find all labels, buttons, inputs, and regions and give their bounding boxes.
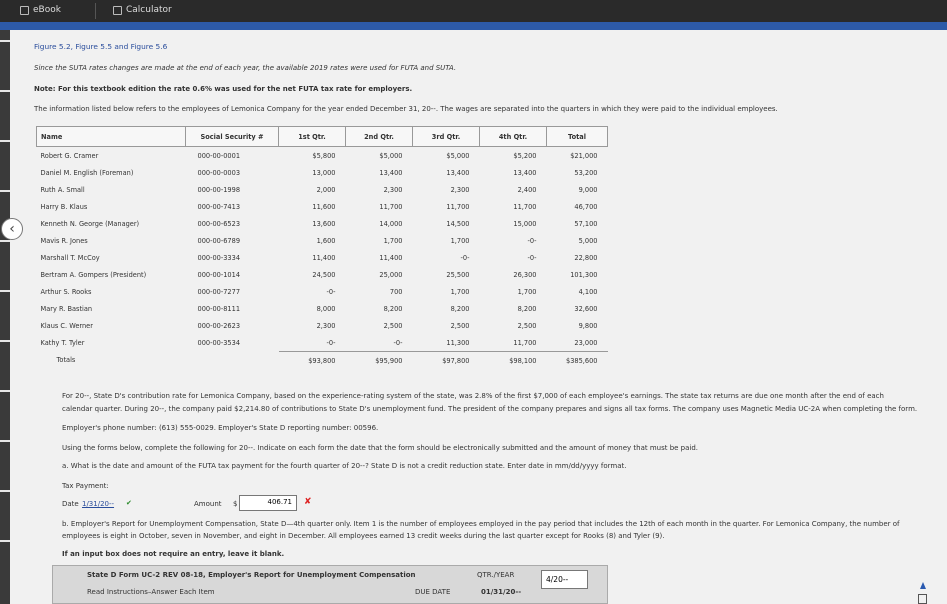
- table-cell: 1,700: [517, 287, 537, 296]
- figure-link[interactable]: Figure 5.2, Figure 5.5 and Figure 5.6: [34, 42, 168, 51]
- col-total: Total: [547, 127, 608, 147]
- table-cell: $5,200: [513, 151, 537, 160]
- table-cell: 25,000: [379, 270, 403, 279]
- table-cell: 000-00-2623: [197, 321, 241, 330]
- paragraph-line-1: For 20--, State D's contribution rate for Lemonica Company, based on the experience-rating system of the state, was 2.8% of the first $7,000 of each employee's earnings. The state tax returns are due one month after the end of each: [62, 392, 884, 400]
- tab-ebook[interactable]: [20, 5, 61, 15]
- table-cell: 11,700: [513, 202, 537, 211]
- table-cell: 9,800: [578, 321, 598, 330]
- using-forms-text: Using the forms below, complete the following for 20--. Indicate on each form the date that the form should be electronically submitted and the amount of money that must be paid.: [62, 444, 699, 452]
- totals-cell: $385,600: [547, 352, 608, 370]
- intro-text: Since the SUTA rates changes are made at the end of each year, the available 2019 rates were used for FUTA and SUTA.: [34, 64, 457, 72]
- table-cell: $5,800: [312, 151, 336, 160]
- table-cell: Daniel M. English (Foreman): [40, 168, 134, 177]
- table-header-row: [37, 127, 608, 147]
- table-cell: -0-: [326, 338, 336, 347]
- question-b-line-2: employees is eight in October, seven in November, and eight in December. All employees earned 13 credit weeks during the last quarter except for Rooks (8) and Tyler (9).: [62, 532, 665, 540]
- col-q1: 1st Qtr.: [279, 127, 346, 147]
- calculator-icon: [113, 6, 122, 15]
- table-cell: Kathy T. Tyler: [40, 338, 85, 347]
- scrollbar-handle[interactable]: [918, 594, 927, 604]
- table-cell: 000-00-6789: [197, 236, 241, 245]
- table-row: [37, 300, 608, 317]
- qtr-year-value: 4/20--: [546, 575, 569, 584]
- table-cell: 000-00-7277: [197, 287, 241, 296]
- table-cell: 11,400: [379, 253, 403, 262]
- table-cell: 5,000: [578, 236, 598, 245]
- col-q4: 4th Qtr.: [480, 127, 547, 147]
- table-row: [37, 164, 608, 181]
- table-cell: 15,000: [513, 219, 537, 228]
- due-date-label: DUE DATE: [415, 588, 451, 596]
- correct-check-icon: ✔: [126, 499, 132, 507]
- table-cell: 8,200: [383, 304, 403, 313]
- totals-cell: Totals: [56, 356, 76, 365]
- chevron-left-icon: ‹: [9, 221, 15, 237]
- table-row: [37, 283, 608, 300]
- table-cell: 2,500: [517, 321, 537, 330]
- table-cell: 9,000: [578, 185, 598, 194]
- date-label: Date: [62, 500, 79, 508]
- table-cell: 8,000: [316, 304, 336, 313]
- table-cell: 25,500: [446, 270, 470, 279]
- table-cell: Arthur S. Rooks: [40, 287, 92, 296]
- dollar-sign: $: [233, 500, 238, 508]
- qtr-year-input[interactable]: [541, 570, 588, 589]
- table-cell: 11,600: [312, 202, 336, 211]
- amount-label: Amount: [194, 500, 222, 508]
- table-row: [37, 334, 608, 352]
- question-b-line-1: b. Employer's Report for Unemployment Compensation, State D—4th quarter only. Item 1 is the number of employees employed in the pay period that includes the 12th of each month in the quarter. For Lemonica Company, the number of: [62, 520, 900, 528]
- table-cell: 32,600: [574, 304, 598, 313]
- table-cell: Mavis R. Jones: [40, 236, 88, 245]
- table-row: [37, 215, 608, 232]
- table-row: [37, 266, 608, 283]
- incorrect-x-icon: ✘: [304, 497, 312, 507]
- table-cell: 1,600: [316, 236, 336, 245]
- table-cell: 2,000: [316, 185, 336, 194]
- paragraph-line-2: calendar quarter. During 20--, the company paid $2,214.80 of contributions to State D's unemployment fund. The president of the company prepares and signs all tax forms. The company uses Magnetic Media UC-2A when completing the form.: [62, 405, 918, 413]
- table-cell: -0-: [326, 287, 336, 296]
- table-cell: -0-: [527, 236, 537, 245]
- table-cell: 8,200: [450, 304, 470, 313]
- amount-input[interactable]: [239, 495, 297, 511]
- form-instructions: Read Instructions–Answer Each Item: [87, 588, 215, 596]
- table-cell: 2,300: [450, 185, 470, 194]
- table-cell: 22,800: [574, 253, 598, 262]
- table-cell: 57,100: [574, 219, 598, 228]
- table-cell: 000-00-8111: [197, 304, 241, 313]
- table-cell: 46,700: [574, 202, 598, 211]
- table-cell: 000-00-0001: [197, 151, 241, 160]
- table-cell: 11,400: [312, 253, 336, 262]
- table-cell: 1,700: [383, 236, 403, 245]
- table-cell: Harry B. Klaus: [40, 202, 88, 211]
- table-cell: 13,400: [379, 168, 403, 177]
- table-row: [37, 147, 608, 165]
- table-cell: 13,400: [513, 168, 537, 177]
- question-a: a. What is the date and amount of the FUTA tax payment for the fourth quarter of 20--? State D is not a credit reduction state. Enter date in mm/dd/yyyy format.: [62, 462, 627, 470]
- col-name: Name: [37, 127, 186, 147]
- tab-separator: [95, 3, 96, 19]
- table-cell: 2,500: [383, 321, 403, 330]
- totals-cell: $97,800: [413, 352, 480, 370]
- totals-cell: $98,100: [480, 352, 547, 370]
- col-q2: 2nd Qtr.: [346, 127, 413, 147]
- tab-ebook-label: eBook: [33, 5, 61, 15]
- form-title: State D Form UC-2 REV 08-18, Employer's Report for Unemployment Compensation: [87, 571, 416, 579]
- totals-cell: $95,900: [346, 352, 413, 370]
- table-cell: 2,300: [316, 321, 336, 330]
- table-cell: Ruth A. Small: [40, 185, 85, 194]
- table-cell: 2,300: [383, 185, 403, 194]
- table-cell: 24,500: [312, 270, 336, 279]
- table-cell: Robert G. Cramer: [40, 151, 99, 160]
- totals-row: [37, 352, 608, 370]
- col-ssn: Social Security #: [186, 127, 279, 147]
- left-nav-strip: [0, 30, 10, 604]
- table-cell: Bertram A. Gompers (President): [40, 270, 147, 279]
- table-cell: 13,000: [312, 168, 336, 177]
- table-cell: 700: [389, 287, 403, 296]
- table-cell: Mary R. Bastian: [40, 304, 93, 313]
- qtr-year-label: QTR./YEAR: [477, 571, 515, 579]
- table-cell: 1,700: [450, 236, 470, 245]
- table-cell: Kenneth N. George (Manager): [40, 219, 140, 228]
- due-date-value: 01/31/20--: [481, 588, 522, 596]
- amount-value: 406.71: [267, 498, 292, 506]
- totals-cell: $93,800: [279, 352, 346, 370]
- table-cell: -0-: [460, 253, 470, 262]
- blank-note: If an input box does not require an entry, leave it blank.: [62, 550, 285, 558]
- table-row: [37, 317, 608, 334]
- note-text: Note: For this textbook edition the rate 0.6% was used for the net FUTA tax rate for employers.: [34, 85, 413, 93]
- date-answer[interactable]: 1/31/20--: [82, 500, 115, 508]
- tab-calculator[interactable]: [113, 5, 172, 15]
- table-cell: $5,000: [379, 151, 403, 160]
- table-row: [37, 181, 608, 198]
- totals-cell: [186, 352, 279, 370]
- table-cell: 11,700: [446, 202, 470, 211]
- tab-calculator-label: Calculator: [126, 5, 172, 15]
- table-cell: $5,000: [446, 151, 470, 160]
- table-cell: $21,000: [570, 151, 598, 160]
- table-row: [37, 232, 608, 249]
- scroll-up-arrow-icon[interactable]: [920, 582, 926, 589]
- table-cell: 000-00-7413: [197, 202, 241, 211]
- phone-text: Employer's phone number: (613) 555-0029. Employer's State D reporting number: 00596.: [62, 424, 379, 432]
- book-icon: [20, 6, 29, 15]
- table-cell: 11,700: [513, 338, 537, 347]
- table-cell: 8,200: [517, 304, 537, 313]
- table-row: [37, 249, 608, 266]
- table-cell: 000-00-1998: [197, 185, 241, 194]
- accent-bar: [0, 22, 947, 30]
- app-top-bar: [0, 0, 947, 22]
- table-cell: 11,700: [379, 202, 403, 211]
- table-cell: 000-00-3534: [197, 338, 241, 347]
- uc2-form-header: [52, 565, 608, 604]
- table-cell: 4,100: [578, 287, 598, 296]
- table-cell: 000-00-0003: [197, 168, 241, 177]
- table-row: [37, 198, 608, 215]
- col-q3: 3rd Qtr.: [413, 127, 480, 147]
- table-cell: 23,000: [574, 338, 598, 347]
- back-arrow-button[interactable]: [1, 218, 23, 240]
- tax-payment-label: Tax Payment:: [62, 482, 109, 490]
- table-cell: Marshall T. McCoy: [40, 253, 100, 262]
- table-cell: 13,400: [446, 168, 470, 177]
- table-cell: 13,600: [312, 219, 336, 228]
- table-cell: 14,000: [379, 219, 403, 228]
- table-cell: -0-: [393, 338, 403, 347]
- table-cell: 11,300: [446, 338, 470, 347]
- table-cell: Klaus C. Werner: [40, 321, 93, 330]
- table-cell: 2,400: [517, 185, 537, 194]
- table-cell: 000-00-1014: [197, 270, 241, 279]
- info-text: The information listed below refers to the employees of Lemonica Company for the year ended December 31, 20--. The wages are separated into the quarters in which they were paid to the individual employees.: [34, 105, 778, 113]
- table-cell: -0-: [527, 253, 537, 262]
- table-cell: 101,300: [570, 270, 598, 279]
- table-cell: 1,700: [450, 287, 470, 296]
- table-cell: 53,200: [574, 168, 598, 177]
- wages-table: [36, 126, 608, 369]
- table-cell: 14,500: [446, 219, 470, 228]
- table-cell: 000-00-3334: [197, 253, 241, 262]
- table-cell: 000-00-6523: [197, 219, 241, 228]
- table-cell: 26,300: [513, 270, 537, 279]
- table-cell: 2,500: [450, 321, 470, 330]
